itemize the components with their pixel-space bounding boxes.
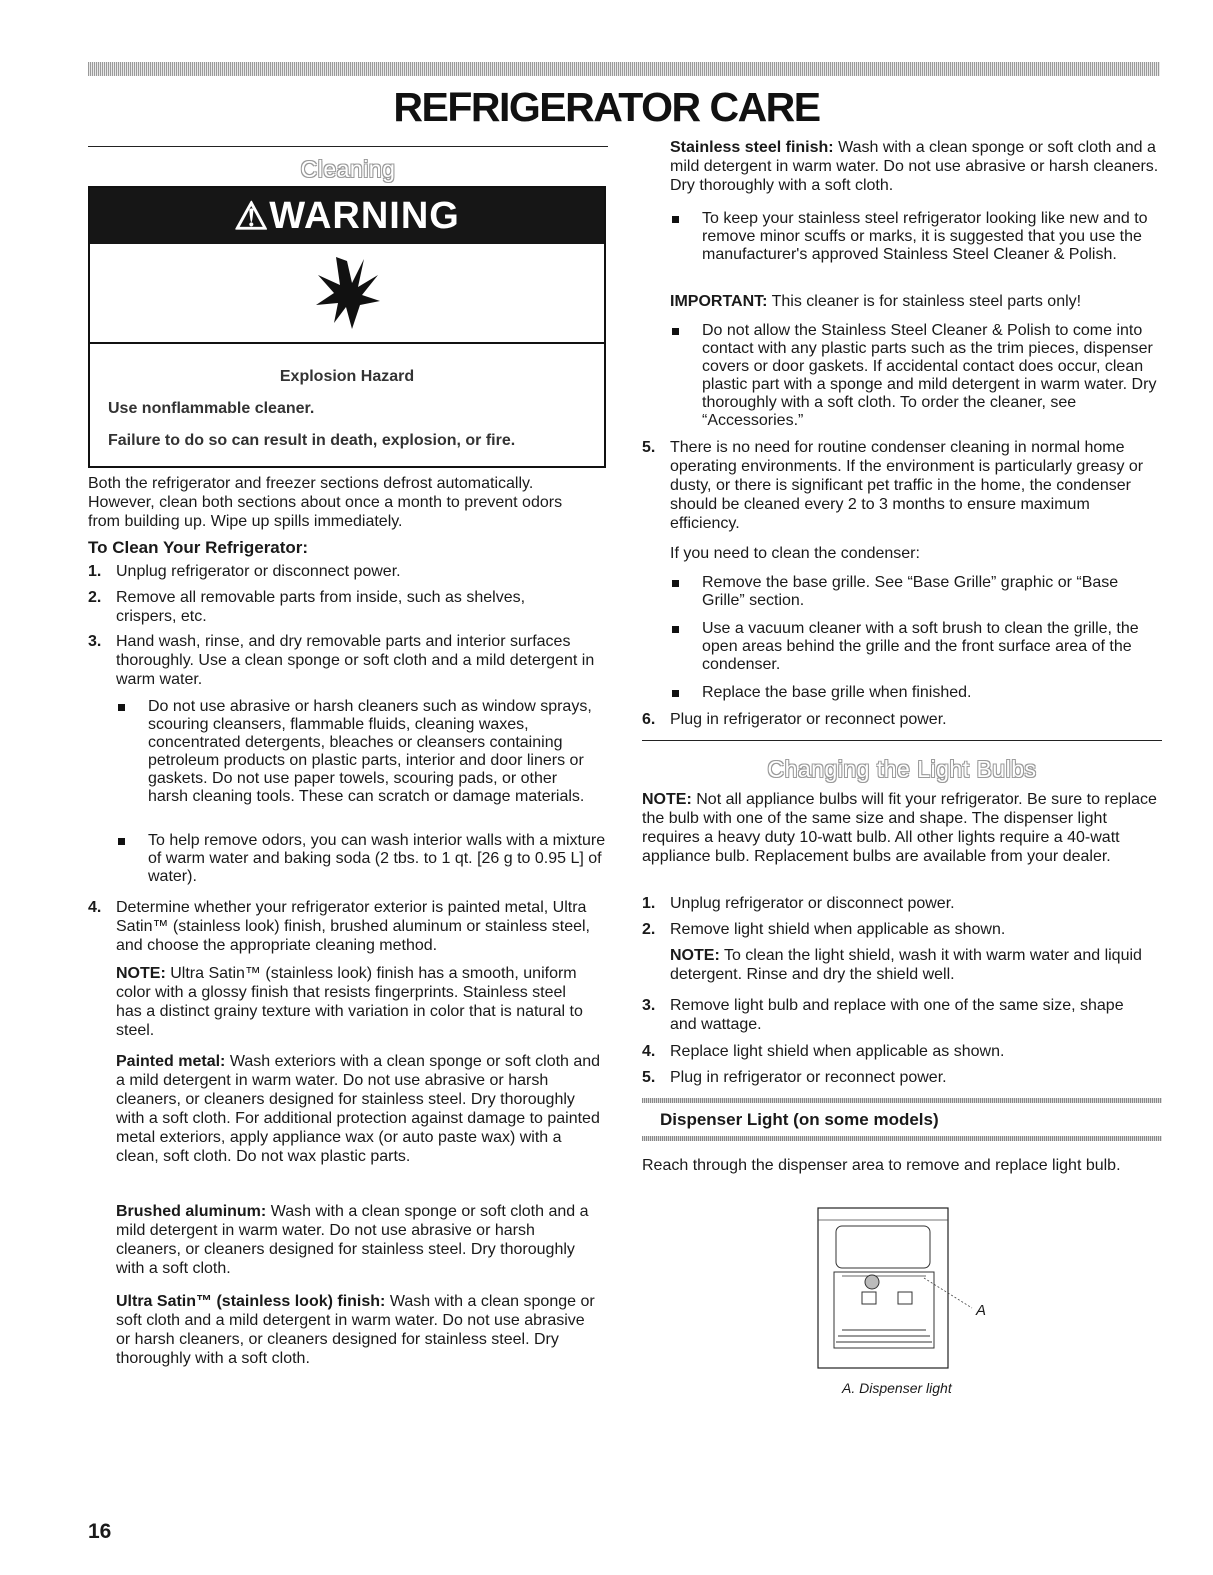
cleaning-heading: Cleaning: [300, 156, 396, 182]
step-text: Remove all removable parts from inside, such as shelves, crispers, etc.: [116, 589, 526, 625]
bulbs-heading-wrap: [642, 756, 1162, 786]
warning-box: [88, 186, 606, 468]
step-number: 6.: [642, 711, 656, 728]
step-text: Unplug refrigerator or disconnect power.: [670, 895, 955, 912]
bullet-marker: [672, 626, 679, 633]
note-text: Not all appliance bulbs will fit your refrigerator. Be sure to replace the bulb with one of the same size and shape. The dispenser light requires a heavy duty 10-watt bulb. All other lights require a 40-watt appliance bulb. Replacement bulbs are available from your dealer.: [642, 791, 1157, 865]
brushed-aluminum-paragraph: [116, 1202, 602, 1278]
explosion-icon: [90, 244, 604, 344]
condenser-intro: If you need to clean the condenser:: [670, 545, 920, 562]
step-number: 5.: [642, 439, 656, 456]
warning-header: [90, 188, 604, 244]
important-text: This cleaner is for stainless steel parts only!: [771, 293, 1082, 310]
step-text: Replace light shield when applicable as shown.: [670, 1043, 1005, 1060]
step-number: 2.: [88, 589, 102, 606]
dispenser-text: Reach through the dispenser area to remove and replace light bulb.: [642, 1157, 1121, 1174]
note-label: NOTE:: [642, 791, 692, 808]
figure-label-a: A: [976, 1302, 987, 1319]
painted-metal-paragraph: [116, 1052, 602, 1166]
brushed-label: Brushed aluminum:: [116, 1203, 267, 1220]
note-label: NOTE:: [116, 965, 166, 982]
section-divider: [88, 146, 608, 147]
section-divider: [642, 740, 1162, 741]
dispenser-subhead: Dispenser Light (on some models): [660, 1110, 939, 1129]
step-number: 4.: [642, 1043, 656, 1060]
step-text: Unplug refrigerator or disconnect power.: [116, 563, 401, 580]
bullet-marker: [118, 838, 125, 845]
bullet-text: To keep your stainless steel refrigerator looking like new and to remove minor scuffs or marks, it is suggested that you use the manufacturer's approved Stainless Steel Cleaner & Polish.: [702, 210, 1148, 263]
bulbs-heading: Changing the Light Bulbs: [767, 756, 1037, 782]
dotted-divider: [642, 1098, 1162, 1103]
bulb-step2-note: [670, 946, 1160, 984]
step-number: 1.: [88, 563, 102, 580]
page-number: 16: [88, 1520, 112, 1543]
dotted-divider: [642, 1136, 1162, 1141]
bullet-marker: [672, 580, 679, 587]
cleaning-intro: Both the refrigerator and freezer sections defrost automatically. However, clean both sections about once a month to prevent odors from building up. Wipe up spills immediately.: [88, 475, 563, 530]
step-text: Plug in refrigerator or reconnect power.: [670, 1069, 947, 1086]
ultra-text: Wash with a clean sponge or soft cloth and a mild detergent in warm water. Do not use abrasive or harsh cleaners, or cleaners designed for stainless steel. Dry thoroughly with a soft cloth.: [116, 1293, 595, 1367]
stainless-label: Stainless steel finish:: [670, 139, 834, 156]
brushed-text: Wash with a clean sponge or soft cloth and a mild detergent in warm water. Do not use abrasive or harsh cleaners, or cleaners designed for stainless steel. Dry thoroughly with a soft cloth.: [116, 1203, 589, 1277]
step-number: 1.: [642, 895, 656, 912]
warning-triangle-icon: ⚠: [234, 195, 270, 238]
hazard-line-2: Failure to do so can result in death, explosion, or fire.: [108, 432, 516, 449]
step-text: Plug in refrigerator or reconnect power.: [670, 711, 947, 728]
step-number: 5.: [642, 1069, 656, 1086]
hazard-title: Explosion Hazard: [279, 368, 415, 385]
important-paragraph: [670, 292, 1160, 311]
note-text: To clean the light shield, wash it with warm water and liquid detergent. Rinse and dry the shield well.: [670, 947, 1142, 983]
step-number: 3.: [642, 997, 656, 1014]
ultra-satin-paragraph: [116, 1292, 602, 1368]
step-number: 3.: [88, 633, 102, 650]
stainless-paragraph: [670, 138, 1160, 195]
bullet-marker: [672, 216, 679, 223]
important-label: IMPORTANT:: [670, 293, 768, 310]
bullet-text: Do not use abrasive or harsh cleaners such as window sprays, scouring cleansers, flammable fluids, cleaning waxes, concentrated detergents, bleaches or cleansers containing petroleum products on plastic parts, interior and door liners or gaskets. Do not use paper towels, scouring pads, or other harsh cleaning tools. These can scratch or damage materials.: [148, 698, 592, 805]
dispenser-figure: [812, 1206, 992, 1370]
warning-label: WARNING: [269, 194, 460, 237]
bulbs-note: [642, 790, 1162, 866]
cleaning-heading-wrap: [88, 156, 608, 186]
note-label: NOTE:: [670, 947, 720, 964]
bullet-text: Replace the base grille when finished.: [702, 684, 972, 701]
step-text: Remove light bulb and replace with one of the same size, shape and wattage.: [670, 997, 1124, 1033]
step-text: There is no need for routine condenser cleaning in normal home operating environments. If the environment is particularly greasy or dusty, or there is significant pet traffic in the home, the condenser should be cleaned every 2 to 3 months to ensure maximum efficiency.: [670, 439, 1144, 532]
stainless-text: Wash with a clean sponge or soft cloth and a mild detergent in warm water. Do not use abrasive or harsh cleaners. Dry thoroughly with a soft cloth.: [670, 139, 1159, 194]
step-text: Remove light shield when applicable as shown.: [670, 921, 1006, 938]
step-number: 4.: [88, 899, 102, 916]
bullet-text: Use a vacuum cleaner with a soft brush to clean the grille, the open areas behind the grille and the front surface area of the condenser.: [702, 620, 1139, 673]
bullet-text: Remove the base grille. See “Base Grille” graphic or “Base Grille” section.: [702, 574, 1119, 609]
painted-label: Painted metal:: [116, 1053, 226, 1070]
bullet-marker: [672, 328, 679, 335]
finish-note: [116, 964, 596, 1040]
step-text: Hand wash, rinse, and dry removable parts and interior surfaces thoroughly. Use a clean sponge or soft cloth and a mild detergent in warm water.: [116, 633, 595, 688]
bullet-marker: [118, 704, 125, 711]
bullet-text: To help remove odors, you can wash interior walls with a mixture of warm water and baking soda (2 tbs. to 1 qt. [26 g to 0.95 L] of water).: [148, 832, 606, 885]
bullet-marker: [672, 690, 679, 697]
clean-subhead: To Clean Your Refrigerator:: [88, 538, 309, 557]
page-title: REFRIGERATOR CARE: [393, 84, 820, 130]
hazard-line-1: Use nonflammable cleaner.: [108, 400, 315, 417]
note-text: Ultra Satin™ (stainless look) finish has a smooth, uniform color with a glossy finish that resists fingerprints. Stainless steel has a distinct grainy texture with variation in color that is natural to steel.: [116, 965, 583, 1039]
painted-text: Wash exteriors with a clean sponge or soft cloth and a mild detergent in warm water. Do not use abrasive or harsh cleaners, or cleaners designed for stainless steel. Dry thoroughly with a soft cloth. For additional protection against damage to painted metal exteriors, apply appliance wax (or auto paste wax) with a clean, soft cloth. Do not wax plastic parts.: [116, 1053, 601, 1165]
figure-caption: A. Dispenser light: [842, 1380, 952, 1396]
ultra-label: Ultra Satin™ (stainless look) finish:: [116, 1293, 386, 1310]
step-text: Determine whether your refrigerator exterior is painted metal, Ultra Satin™ (stainless look) finish, brushed aluminum or stainless steel, and choose the appropriate cleaning method.: [116, 899, 590, 954]
step-number: 2.: [642, 921, 656, 938]
bullet-text: Do not allow the Stainless Steel Cleaner & Polish to come into contact with any plastic parts such as the trim pieces, dispenser covers or door gaskets. If accidental contact does occur, clean plastic part with a sponge and mild detergent in warm water. Dry thoroughly with a soft cloth. To order the cleaner, see “Accessories.”: [702, 322, 1157, 429]
top-decorative-bar: [88, 62, 1160, 76]
